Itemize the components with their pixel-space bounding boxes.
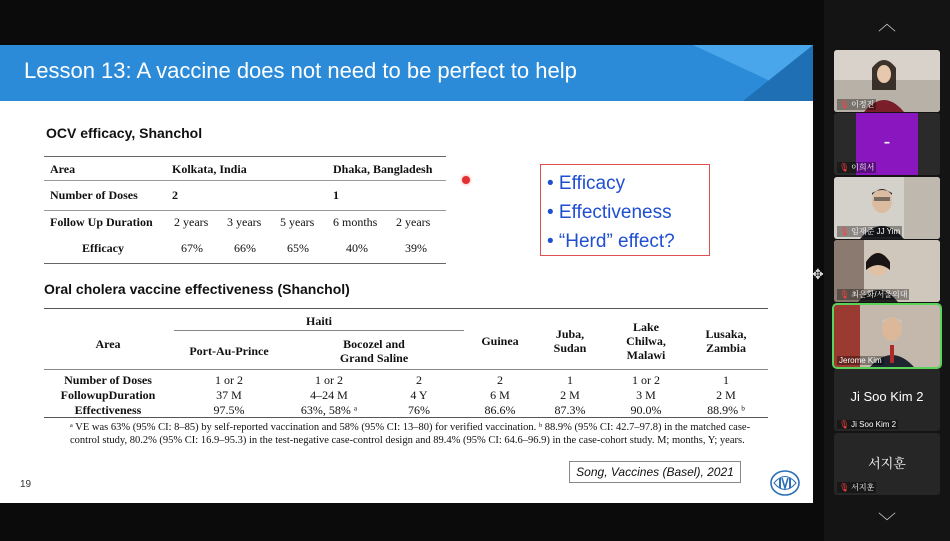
cell-efficacy: 39% bbox=[405, 241, 427, 255]
header-guinea: Guinea bbox=[481, 334, 519, 348]
table-divider bbox=[174, 330, 464, 331]
cell-doses: 1 bbox=[567, 373, 573, 387]
participant-name: 🎙 이희서 bbox=[839, 163, 875, 172]
muted-mic-icon: 🎙 bbox=[839, 420, 850, 429]
participant-tile-active-speaker[interactable] bbox=[834, 305, 940, 367]
citation-box: Song, Vaccines (Basel), 2021 bbox=[569, 461, 741, 483]
muted-mic-icon: 🎙 bbox=[839, 227, 850, 236]
participant-tile[interactable] bbox=[834, 369, 940, 431]
cell-followup: 2 M bbox=[716, 388, 736, 402]
participant-display-name: Ji Soo Kim 2 bbox=[850, 389, 924, 404]
cell-effectiveness: 90.0% bbox=[630, 403, 662, 417]
cell-followup: 2 years bbox=[396, 215, 431, 229]
cell-effectiveness: 63%, 58% ᵃ bbox=[300, 403, 358, 417]
bullet-item: • Effectiveness bbox=[547, 202, 672, 223]
header-lake-chilwa: Lake bbox=[632, 320, 659, 334]
header-juba: Juba, bbox=[555, 327, 585, 341]
cell-doses: 1 bbox=[333, 188, 339, 202]
header-lusaka: Zambia bbox=[705, 341, 746, 355]
scroll-down-button[interactable]: ﹀ bbox=[878, 512, 896, 532]
laser-pointer-dot bbox=[462, 176, 470, 184]
slide-page-number: 19 bbox=[20, 479, 32, 490]
participant-tile[interactable] bbox=[834, 433, 940, 495]
participant-name: 🎙 최은화/서울의대 bbox=[839, 290, 908, 299]
participant-tile[interactable] bbox=[834, 50, 940, 112]
participant-tile[interactable] bbox=[834, 177, 940, 239]
effectiveness-table bbox=[44, 308, 768, 418]
bullet-item: • Efficacy bbox=[547, 173, 626, 194]
section-title-effectiveness: Oral cholera vaccine effectiveness (Shanchol) bbox=[44, 281, 350, 297]
cell-doses: 1 or 2 bbox=[632, 373, 660, 387]
cell-doses: 1 bbox=[723, 373, 729, 387]
cell-efficacy: 67% bbox=[181, 241, 203, 255]
cell-followup: 3 M bbox=[636, 388, 656, 402]
cell-followup: 2 M bbox=[560, 388, 580, 402]
title-bar-decoration-dark bbox=[743, 45, 813, 101]
efficacy-table bbox=[44, 156, 446, 264]
participant-name: 🎙 서지훈 bbox=[839, 483, 875, 492]
ivi-logo-icon bbox=[769, 470, 801, 496]
cell-effectiveness: 86.6% bbox=[484, 403, 516, 417]
section-title-efficacy: OCV efficacy, Shanchol bbox=[46, 125, 203, 141]
cell-effectiveness: 87.3% bbox=[554, 403, 586, 417]
slide-title: Lesson 13: A vaccine does not need to be perfect to help bbox=[24, 58, 577, 83]
header-lake-chilwa: Malawi bbox=[626, 348, 666, 362]
row-label-followup: Follow Up Duration bbox=[50, 215, 153, 229]
participant-tile[interactable] bbox=[834, 240, 940, 302]
resize-cursor-icon: ✥ bbox=[812, 266, 824, 282]
cell-followup: 4–24 M bbox=[310, 388, 348, 402]
header-haiti: Haiti bbox=[306, 314, 332, 328]
participant-name: 🎙 임재준 JJ Yim bbox=[839, 227, 901, 236]
row-label-doses: Number of Doses bbox=[64, 373, 152, 387]
header-bocozel: Bocozel and bbox=[343, 337, 405, 351]
header-juba: Sudan bbox=[553, 341, 587, 355]
scroll-up-button[interactable]: ︿ bbox=[878, 14, 896, 34]
cell-followup: 2 years bbox=[174, 215, 209, 229]
row-label-effectiveness: Effectiveness bbox=[74, 403, 142, 417]
cell-doses: 2 bbox=[172, 188, 178, 202]
cell-followup: 5 years bbox=[280, 215, 315, 229]
table-divider bbox=[44, 180, 446, 181]
row-label-followup: FollowupDuration bbox=[60, 388, 156, 402]
avatar-initial: - bbox=[883, 131, 891, 153]
participant-name: 🎙 이정진 bbox=[839, 100, 875, 109]
header-area: Area bbox=[50, 162, 76, 176]
header-area: Area bbox=[95, 337, 121, 351]
cell-doses: 1 or 2 bbox=[315, 373, 343, 387]
muted-mic-icon: 🎙 bbox=[839, 290, 850, 299]
header-dhaka: Dhaka, Bangladesh bbox=[333, 162, 433, 176]
row-label-efficacy: Efficacy bbox=[82, 241, 124, 255]
participant-name: 🎙 Ji Soo Kim 2 bbox=[839, 420, 897, 429]
cell-followup: 3 years bbox=[227, 215, 262, 229]
table-divider bbox=[44, 369, 768, 370]
cell-doses: 2 bbox=[497, 373, 503, 387]
bullet-item: • “Herd” effect? bbox=[547, 231, 675, 252]
header-port-au-prince: Port-Au-Prince bbox=[189, 344, 269, 358]
slide-title-bar bbox=[0, 45, 813, 101]
table-footnote: ᵃ VE was 63% (95% CI: 8–85) by self-reported vaccination and 58% (95% CI: 13–80) for verified vaccination. ᵇ 88.9% (95% CI: 42.7–97.8) in the matched case-control study, 80.2% (95% CI: 16.9–95.3) in the test-negative case-control design and 89.4% (95% CI: 64.6–96.9) in the case-cohort study. M; months, Y; years. bbox=[70, 422, 751, 446]
cell-followup: 4 Y bbox=[410, 388, 428, 402]
cell-followup: 6 months bbox=[333, 215, 378, 229]
cell-efficacy: 65% bbox=[287, 241, 309, 255]
muted-mic-icon: 🎙 bbox=[839, 483, 850, 492]
cell-effectiveness: 97.5% bbox=[213, 403, 245, 417]
cell-doses: 2 bbox=[416, 373, 422, 387]
cell-followup: 6 M bbox=[490, 388, 510, 402]
table-divider bbox=[44, 210, 446, 211]
header-bocozel: Grand Saline bbox=[339, 351, 409, 365]
cell-doses: 1 or 2 bbox=[215, 373, 243, 387]
participant-name: Jerome Kim bbox=[839, 356, 882, 365]
muted-mic-icon: 🎙 bbox=[839, 163, 850, 172]
row-label-doses: Number of Doses bbox=[50, 188, 138, 202]
participant-tile[interactable] bbox=[834, 113, 940, 175]
participant-display-name: 서지훈 bbox=[868, 456, 906, 471]
presentation-slide bbox=[0, 45, 813, 503]
cell-effectiveness: 88.9% ᵇ bbox=[707, 403, 745, 417]
header-lake-chilwa: Chilwa, bbox=[626, 334, 666, 348]
cell-followup: 37 M bbox=[216, 388, 242, 402]
cell-effectiveness: 76% bbox=[408, 403, 430, 417]
cell-efficacy: 40% bbox=[346, 241, 368, 255]
bullet-list bbox=[540, 164, 710, 256]
cell-efficacy: 66% bbox=[234, 241, 256, 255]
header-lusaka: Lusaka, bbox=[705, 327, 747, 341]
muted-mic-icon: 🎙 bbox=[839, 100, 850, 109]
header-kolkata: Kolkata, India bbox=[172, 162, 247, 176]
